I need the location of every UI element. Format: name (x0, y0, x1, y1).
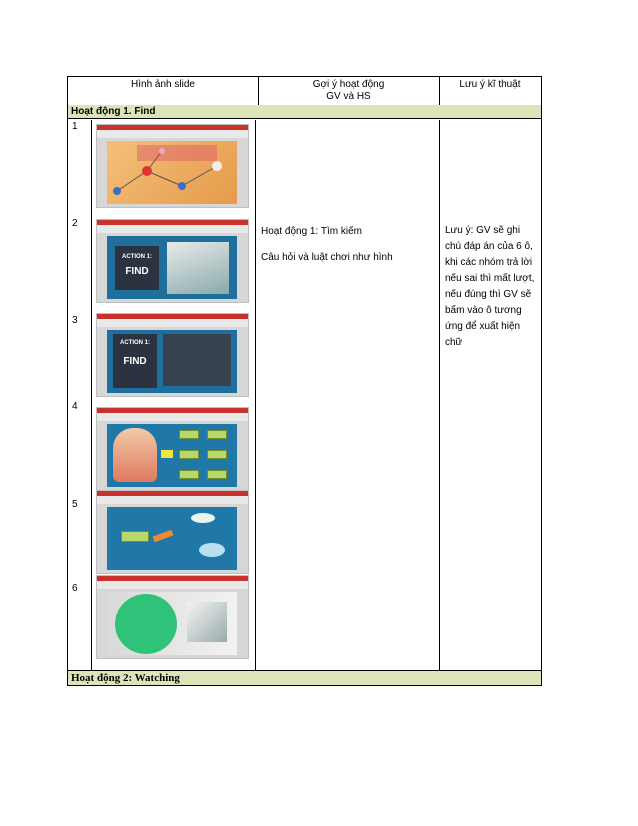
answer-box (121, 531, 149, 542)
answer-oval (191, 513, 215, 523)
answer-box (179, 450, 199, 459)
slide-body (107, 424, 237, 487)
molecule-image (107, 141, 237, 204)
row-number: 6 (72, 583, 78, 594)
slide-thumbnail-2 (96, 219, 249, 303)
lesson-plan-table (67, 76, 542, 686)
header-slide-images: Hình ảnh slide (131, 79, 195, 90)
arrow-shape (153, 530, 174, 542)
slide-thumbnail-3 (96, 313, 249, 397)
answer-box (207, 450, 227, 459)
row-number: 5 (72, 499, 78, 510)
question-panel (163, 334, 231, 386)
section-activity-2: Hoạt động 2: Watching (68, 670, 541, 685)
header-activity-line1: Gợi ý hoạt động (312, 79, 385, 90)
table-header-row (68, 77, 541, 106)
slide-thumbnail-1 (96, 124, 249, 208)
arrow-shape (161, 450, 173, 458)
find-label: FIND (123, 356, 147, 367)
action-box (113, 334, 157, 388)
answer-oval (199, 543, 225, 557)
find-label: FIND (125, 266, 149, 277)
header-activity-suggestions (258, 77, 439, 105)
header-divider (439, 77, 440, 105)
section-activity-1: Hoạt động 1. Find (68, 105, 541, 119)
slide-thumbnail-4 (96, 407, 249, 491)
header-divider (258, 77, 259, 105)
slide-body (107, 507, 237, 570)
technical-note: Lưu ý: GV sẽ ghi chú đáp án của 6 ô, khi các nhóm trả lời nếu sai thì mất lượt, nếu đúng thì GV sẽ bấm vào ô tương ứng để xuất hiện chữ (445, 225, 535, 348)
slide-toolbar (97, 496, 248, 504)
slide-toolbar (97, 319, 248, 327)
row-number: 1 (72, 121, 78, 132)
number-column-divider (91, 120, 92, 670)
activity-title: Hoạt động 1: Tìm kiếm (261, 226, 362, 237)
header-activity-line2: GV và HS (326, 91, 371, 102)
header-technical-notes: Lưu ý kĩ thuật (459, 79, 521, 90)
action-box (115, 246, 159, 290)
activity-description: Câu hỏi và luật chơi như hình (261, 252, 393, 263)
slide-toolbar (97, 130, 248, 138)
slide-body (107, 236, 237, 299)
action-label: ACTION 1: (122, 254, 152, 260)
slide-body (107, 592, 237, 655)
slide-thumbnail-6 (96, 575, 249, 659)
slide-toolbar (97, 413, 248, 421)
answer-box (179, 430, 199, 439)
answer-box (207, 430, 227, 439)
slide-thumbnail-5 (96, 490, 249, 574)
row-number: 4 (72, 401, 78, 412)
row-number: 2 (72, 218, 78, 229)
lab-photo (187, 602, 227, 642)
column-divider (255, 120, 256, 670)
column-divider (439, 120, 440, 670)
green-circle (115, 594, 177, 654)
human-body-image (113, 428, 157, 482)
action-label: ACTION 1: (120, 340, 150, 346)
slide-toolbar (97, 581, 248, 589)
row-number: 3 (72, 315, 78, 326)
slide-body (107, 330, 237, 393)
answer-box (179, 470, 199, 479)
slide-toolbar (97, 225, 248, 233)
scientist-photo (167, 242, 229, 294)
answer-box (207, 470, 227, 479)
molecule-illustration (107, 141, 237, 204)
